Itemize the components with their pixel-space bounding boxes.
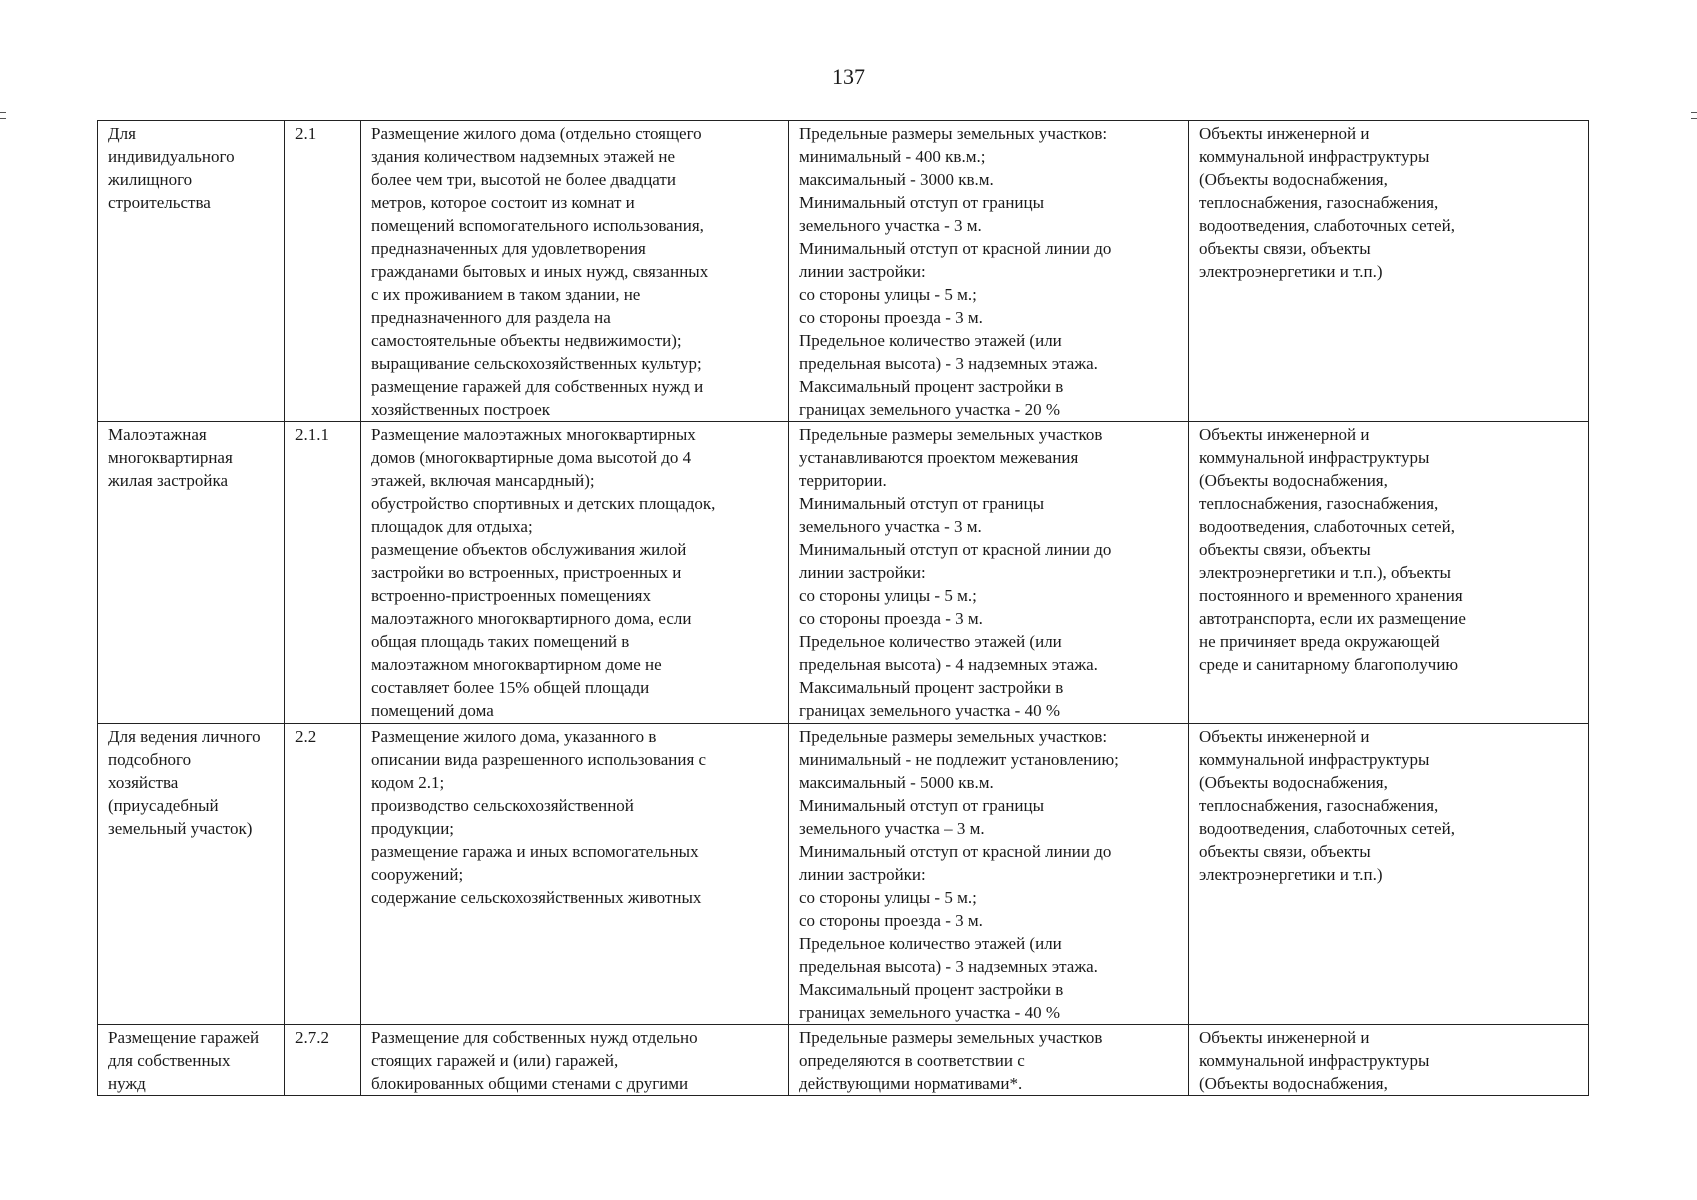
cell-text-line: границах земельного участка - 40 % <box>799 701 1060 720</box>
cell-text-line: самостоятельные объекты недвижимости); <box>371 331 682 350</box>
use-name-cell <box>98 724 285 1025</box>
cell-text-line: (приусадебный <box>108 796 219 815</box>
use-description-cell <box>361 121 789 422</box>
use-code-cell <box>285 1025 361 1096</box>
cell-text-line: Предельные размеры земельных участков <box>799 1028 1103 1047</box>
cell-text-line: Объекты инженерной и <box>1199 727 1370 746</box>
cell-text-line: (Объекты водоснабжения, <box>1199 471 1388 490</box>
use-parameters-cell <box>789 422 1189 724</box>
use-code-cell <box>285 422 361 724</box>
cell-text-line: линии застройки: <box>799 262 926 281</box>
cell-text-line: Для ведения личного <box>108 727 261 746</box>
cell-text-line: Минимальный отступ от границы <box>799 193 1045 212</box>
cell-text-line: минимальный - 400 кв.м.; <box>799 147 986 166</box>
cell-text-line: для собственных <box>108 1051 231 1070</box>
cell-text-line: выращивание сельскохозяйственных культур; <box>371 354 702 373</box>
cell-text-line: хозяйственных построек <box>371 400 551 419</box>
cell-text-line: со стороны проезда - 3 м. <box>799 308 983 327</box>
cell-text-line: Минимальный отступ от границы <box>799 494 1045 513</box>
cell-text-line: малоэтажного многоквартирного дома, если <box>371 609 692 628</box>
cell-text-line: среде и санитарному благополучию <box>1199 655 1459 674</box>
cell-text-line: жилищного <box>108 170 193 189</box>
use-name-cell <box>98 422 285 724</box>
cell-text-line: предельная высота) - 3 надземных этажа. <box>799 957 1098 976</box>
cell-text-line: водоотведения, слаботочных сетей, <box>1199 517 1455 536</box>
cell-text-line: общая площадь таких помещений в <box>371 632 630 651</box>
cell-text-line: Размещение малоэтажных многоквартирных <box>371 425 696 444</box>
cell-text-line: (Объекты водоснабжения, <box>1199 773 1388 792</box>
cell-text-line: здания количеством надземных этажей не <box>371 147 676 166</box>
cell-text-line: обустройство спортивных и детских площадок, <box>371 494 716 513</box>
cell-text-line: земельного участка - 3 м. <box>799 517 982 536</box>
cell-text-line: Размещение жилого дома (отдельно стоящего <box>371 124 702 143</box>
left-edge-mark-2 <box>0 118 6 119</box>
cell-text-line: Максимальный процент застройки в <box>799 377 1064 396</box>
cell-text-line: постоянного и временного хранения <box>1199 586 1463 605</box>
cell-text-line: помещений дома <box>371 701 494 720</box>
cell-text-line: помещений вспомогательного использования, <box>371 216 704 235</box>
cell-text-line: со стороны проезда - 3 м. <box>799 911 983 930</box>
use-objects-cell <box>1189 1025 1589 1096</box>
cell-text-line: земельного участка – 3 м. <box>799 819 985 838</box>
cell-text-line: Для <box>108 124 136 143</box>
cell-text-line: Размещение гаражей <box>108 1028 260 1047</box>
use-objects-cell <box>1189 724 1589 1025</box>
cell-text-line: индивидуального <box>108 147 235 166</box>
cell-text-line: объекты связи, объекты <box>1199 842 1371 861</box>
use-code-cell <box>285 121 361 422</box>
use-description-cell <box>361 1025 789 1096</box>
cell-text-line: максимальный - 5000 кв.м. <box>799 773 994 792</box>
cell-text-line: Минимальный отступ от границы <box>799 796 1045 815</box>
table-row <box>98 724 1589 1025</box>
cell-text-line: жилая застройка <box>108 471 229 490</box>
cell-text-line: коммунальной инфраструктуры <box>1199 448 1430 467</box>
cell-text-line: размещение гаражей для собственных нужд и <box>371 377 704 396</box>
use-objects-cell <box>1189 121 1589 422</box>
cell-text-line: максимальный - 3000 кв.м. <box>799 170 994 189</box>
right-edge-mark-2 <box>1691 118 1697 119</box>
use-parameters-cell <box>789 1025 1189 1096</box>
land-use-table <box>97 120 1589 1096</box>
cell-text-line: объекты связи, объекты <box>1199 239 1371 258</box>
cell-text-line: линии застройки: <box>799 865 926 884</box>
left-edge-mark <box>0 112 6 113</box>
cell-text-line: Объекты инженерной и <box>1199 1028 1370 1047</box>
cell-text-line: более чем три, высотой не более двадцати <box>371 170 676 189</box>
cell-text-line: Максимальный процент застройки в <box>799 980 1064 999</box>
cell-text-line: предельная высота) - 3 надземных этажа. <box>799 354 1098 373</box>
use-description-cell <box>361 724 789 1025</box>
use-name-cell <box>98 121 285 422</box>
cell-text-line: границах земельного участка - 20 % <box>799 400 1060 419</box>
cell-text-line: размещение гаража и иных вспомогательных <box>371 842 699 861</box>
table-body <box>98 121 1589 1096</box>
cell-text-line: не причиняет вреда окружающей <box>1199 632 1440 651</box>
cell-text-line: электроэнергетики и т.п.) <box>1199 262 1383 281</box>
cell-text-line: электроэнергетики и т.п.), объекты <box>1199 563 1451 582</box>
cell-text-line: производство сельскохозяйственной <box>371 796 634 815</box>
cell-text-line: Объекты инженерной и <box>1199 124 1370 143</box>
cell-text-line: автотранспорта, если их размещение <box>1199 609 1466 628</box>
use-description-cell <box>361 422 789 724</box>
cell-text-line: Малоэтажная <box>108 425 207 444</box>
cell-text-line: с их проживанием в таком здании, не <box>371 285 641 304</box>
cell-text-line: блокированных общими стенами с другими <box>371 1074 689 1093</box>
cell-text-line: со стороны улицы - 5 м.; <box>799 285 977 304</box>
cell-text-line: Минимальный отступ от красной линии до <box>799 540 1112 559</box>
cell-text-line: гражданами бытовых и иных нужд, связанных <box>371 262 709 281</box>
cell-text-line: предназначенного для раздела на <box>371 308 611 327</box>
cell-text-line: подсобного <box>108 750 192 769</box>
cell-text-line: (Объекты водоснабжения, <box>1199 170 1388 189</box>
cell-text-line: земельный участок) <box>108 819 253 838</box>
cell-text-line: стоящих гаражей и (или) гаражей, <box>371 1051 619 1070</box>
cell-text-line: коммунальной инфраструктуры <box>1199 1051 1430 1070</box>
table-row <box>98 422 1589 724</box>
table-row <box>98 121 1589 422</box>
use-parameters-cell <box>789 724 1189 1025</box>
cell-text-line: предназначенных для удовлетворения <box>371 239 646 258</box>
cell-text-line: предельная высота) - 4 надземных этажа. <box>799 655 1098 674</box>
table-row <box>98 1025 1589 1096</box>
page-number: 137 <box>832 64 865 89</box>
cell-text-line: многоквартирная <box>108 448 233 467</box>
cell-text-line: хозяйства <box>108 773 179 792</box>
cell-text-line: размещение объектов обслуживания жилой <box>371 540 687 559</box>
cell-text-line: минимальный - не подлежит установлению; <box>799 750 1119 769</box>
cell-text-line: малоэтажном многоквартирном доме не <box>371 655 662 674</box>
cell-text-line: Предельные размеры земельных участков <box>799 425 1103 444</box>
cell-text-line: территории. <box>799 471 887 490</box>
cell-text-line: определяются в соответствии с <box>799 1051 1025 1070</box>
cell-text-line: (Объекты водоснабжения, <box>1199 1074 1388 1093</box>
cell-text-line: Объекты инженерной и <box>1199 425 1370 444</box>
cell-text-line: Предельное количество этажей (или <box>799 632 1062 651</box>
cell-text-line: содержание сельскохозяйственных животных <box>371 888 702 907</box>
cell-text-line: Предельные размеры земельных участков: <box>799 727 1108 746</box>
cell-text-line: этажей, включая мансардный); <box>371 471 595 490</box>
cell-text-line: водоотведения, слаботочных сетей, <box>1199 819 1455 838</box>
cell-text-line: водоотведения, слаботочных сетей, <box>1199 216 1455 235</box>
cell-text-line: устанавливаются проектом межевания <box>799 448 1079 467</box>
cell-text-line: Размещение жилого дома, указанного в <box>371 727 657 746</box>
cell-text-line: действующими нормативами*. <box>799 1074 1023 1093</box>
cell-text-line: домов (многоквартирные дома высотой до 4 <box>371 448 692 467</box>
cell-text-line: границах земельного участка - 40 % <box>799 1003 1060 1022</box>
cell-text-line: метров, которое состоит из комнат и <box>371 193 635 212</box>
cell-text-line: земельного участка - 3 м. <box>799 216 982 235</box>
cell-text-line: составляет более 15% общей площади <box>371 678 650 697</box>
cell-text-line: нужд <box>108 1074 146 1093</box>
cell-text-line: теплоснабжения, газоснабжения, <box>1199 796 1439 815</box>
cell-text-line: со стороны улицы - 5 м.; <box>799 586 977 605</box>
use-objects-cell <box>1189 422 1589 724</box>
cell-text-line: со стороны улицы - 5 м.; <box>799 888 977 907</box>
use-code-cell <box>285 724 361 1025</box>
cell-text-line: застройки во встроенных, пристроенных и <box>371 563 682 582</box>
cell-text-line: Максимальный процент застройки в <box>799 678 1064 697</box>
cell-text-line: продукции; <box>371 819 455 838</box>
cell-text-line: описании вида разрешенного использования с <box>371 750 707 769</box>
right-edge-mark <box>1691 112 1697 113</box>
cell-text-line: коммунальной инфраструктуры <box>1199 750 1430 769</box>
use-parameters-cell <box>789 121 1189 422</box>
cell-text-line: площадок для отдыха; <box>371 517 533 536</box>
cell-text: 2.2 <box>295 727 317 746</box>
cell-text-line: Предельные размеры земельных участков: <box>799 124 1108 143</box>
cell-text-line: электроэнергетики и т.п.) <box>1199 865 1383 884</box>
cell-text-line: со стороны проезда - 3 м. <box>799 609 983 628</box>
cell-text-line: встроенно-пристроенных помещениях <box>371 586 651 605</box>
cell-text-line: коммунальной инфраструктуры <box>1199 147 1430 166</box>
cell-text-line: теплоснабжения, газоснабжения, <box>1199 494 1439 513</box>
cell-text-line: теплоснабжения, газоснабжения, <box>1199 193 1439 212</box>
cell-text-line: кодом 2.1; <box>371 773 445 792</box>
cell-text-line: Предельное количество этажей (или <box>799 934 1062 953</box>
cell-text: 2.1 <box>295 124 317 143</box>
cell-text-line: Минимальный отступ от красной линии до <box>799 842 1112 861</box>
cell-text-line: строительства <box>108 193 211 212</box>
cell-text-line: объекты связи, объекты <box>1199 540 1371 559</box>
cell-text: 2.1.1 <box>295 425 329 444</box>
use-name-cell <box>98 1025 285 1096</box>
cell-text-line: Минимальный отступ от красной линии до <box>799 239 1112 258</box>
cell-text-line: линии застройки: <box>799 563 926 582</box>
cell-text-line: Предельное количество этажей (или <box>799 331 1062 350</box>
cell-text-line: Размещение для собственных нужд отдельно <box>371 1028 698 1047</box>
cell-text: 2.7.2 <box>295 1028 329 1047</box>
cell-text-line: сооружений; <box>371 865 464 884</box>
